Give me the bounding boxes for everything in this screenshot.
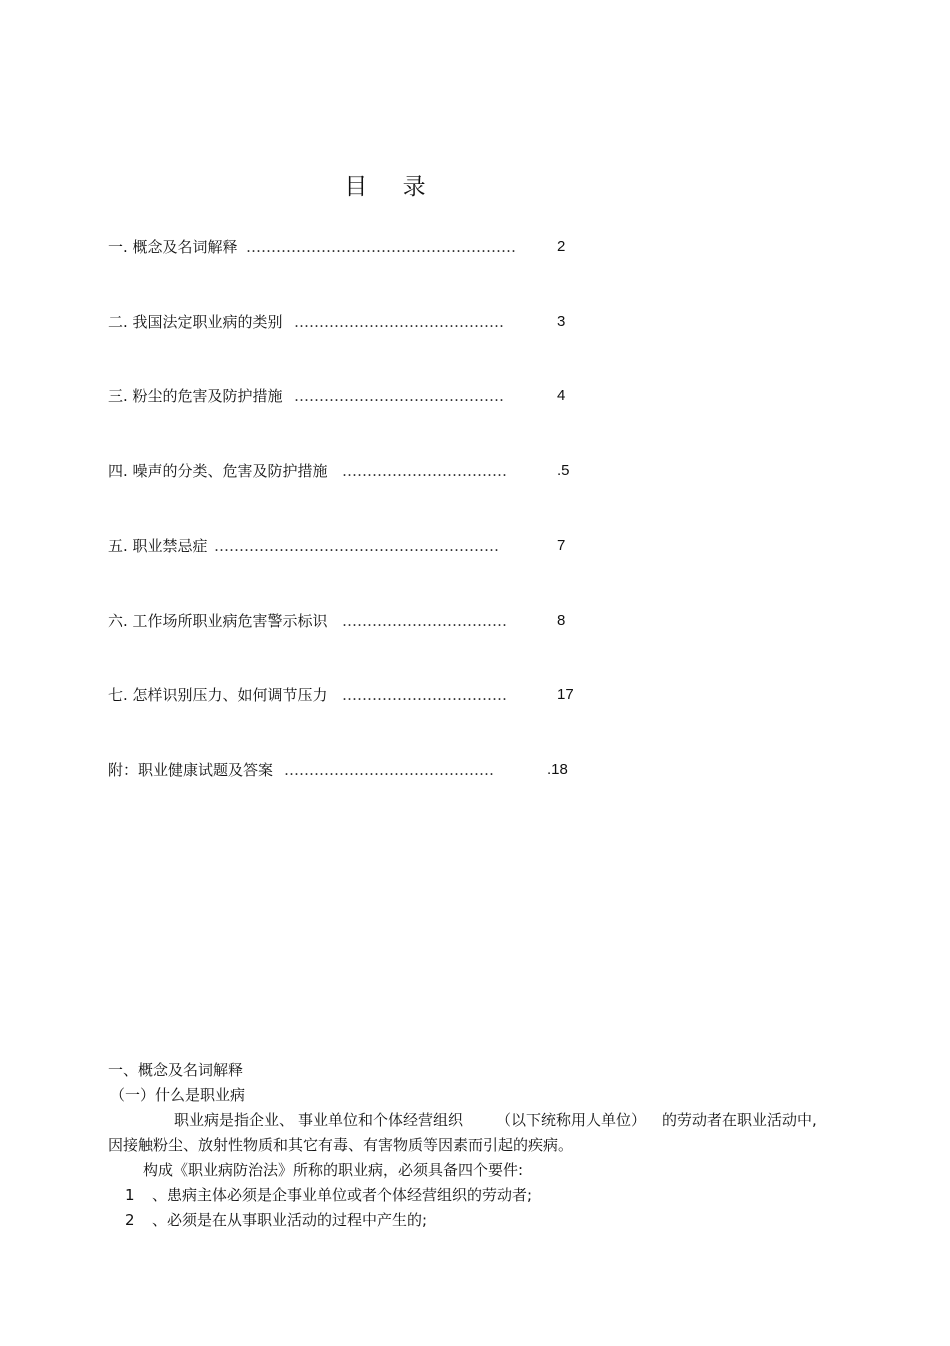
toc-leader-dots: …………………………… <box>342 462 507 480</box>
toc-entry-label: 七. 怎样识别压力、如何调节压力 <box>108 686 328 704</box>
section-heading: 一、概念及名词解释 <box>108 1061 244 1079</box>
toc-page-number: 3 <box>557 313 566 330</box>
toc-entry-label: 六. 工作场所职业病危害警示标识 <box>108 612 328 630</box>
list-item-number: 2 <box>125 1211 135 1229</box>
toc-leader-dots: ……………………………………………… <box>246 238 516 256</box>
toc-entry-label: 三. 粉尘的危害及防护措施 <box>108 387 283 405</box>
toc-page-number: 4 <box>557 387 566 404</box>
toc-page-number: 8 <box>557 612 566 629</box>
toc-entry-label: 一. 概念及名词解释 <box>108 238 238 256</box>
list-item-number: 1 <box>125 1186 135 1204</box>
list-item: 、患病主体必须是企事业单位或者个体经营组织的劳动者; <box>152 1186 533 1204</box>
toc-leader-dots: ………………………………………………… <box>214 537 499 555</box>
toc-page-number: .5 <box>557 462 570 479</box>
toc-page-number: 17 <box>557 686 574 703</box>
toc-leader-dots: …………………………… <box>342 612 507 630</box>
subsection-heading: （一）什么是职业病 <box>110 1086 246 1104</box>
toc-leader-dots: …………………………………… <box>294 387 504 405</box>
toc-leader-dots: …………………………… <box>342 686 507 704</box>
paragraph-text: 构成《职业病防治法》所称的职业病，必须具备四个要件: <box>143 1161 524 1179</box>
paragraph-text: 因接触粉尘、放射性物质和其它有毒、有害物质等因素而引起的疾病。 <box>108 1136 574 1154</box>
list-item: 、必须是在从事职业活动的过程中产生的; <box>152 1211 428 1229</box>
toc-page-number: 7 <box>557 537 566 554</box>
paragraph-text: 事业单位和个体经营组织 <box>298 1111 464 1129</box>
paragraph-text: （以下统称用人单位） <box>496 1111 647 1129</box>
toc-entry-label: 四. 噪声的分类、危害及防护措施 <box>108 462 328 480</box>
toc-page-number: 2 <box>557 238 566 255</box>
toc-leader-dots: …………………………………… <box>294 313 504 331</box>
toc-page-number: .18 <box>547 761 568 778</box>
toc-entry-label: 二. 我国法定职业病的类别 <box>108 313 283 331</box>
paragraph-text: 的劳动者在职业活动中, <box>662 1111 817 1129</box>
toc-title: 目 录 <box>344 174 440 200</box>
toc-leader-dots: …………………………………… <box>284 761 494 779</box>
toc-entry-label: 五. 职业禁忌症 <box>108 537 208 555</box>
toc-entry-label: 附：职业健康试题及答案 <box>108 761 274 779</box>
paragraph-text: 职业病是指企业、 <box>174 1111 295 1129</box>
